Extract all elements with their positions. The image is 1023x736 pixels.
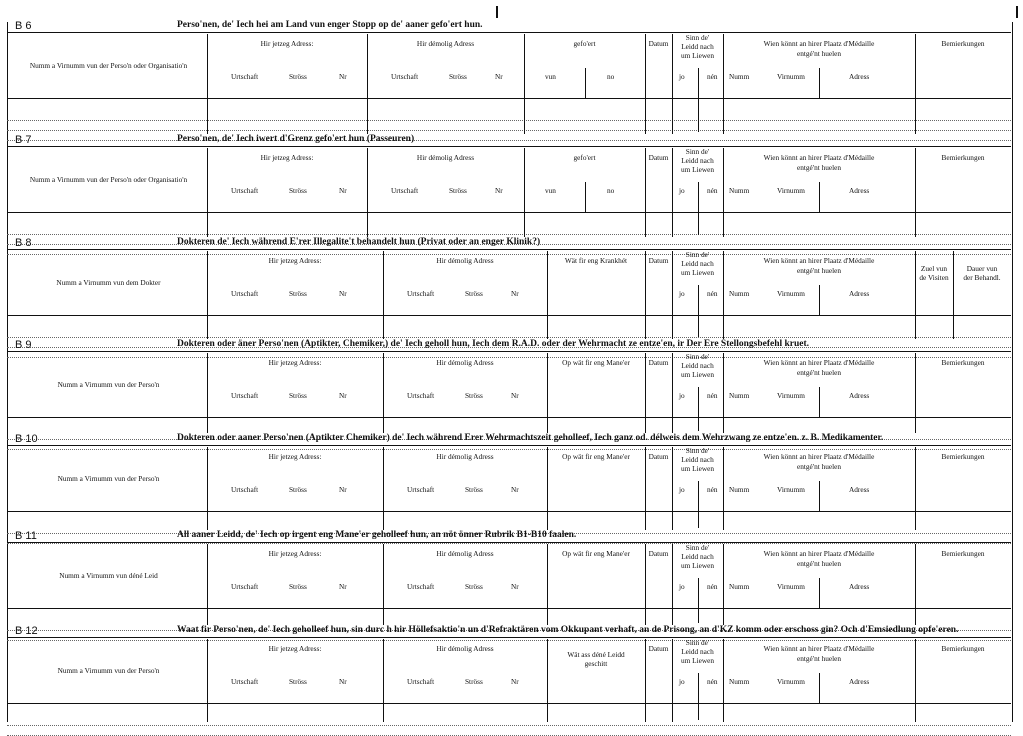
former-street-label: Ströss <box>449 72 467 81</box>
former-address-label: Hir démolig Adress <box>436 256 494 265</box>
current-street-label: Ströss <box>289 677 307 686</box>
victims-line2: Leidd nach <box>681 42 714 51</box>
method-label: Op wät fir eng Mane'er <box>562 452 630 461</box>
current-address-label: Hir jetzeg Adress: <box>268 358 322 367</box>
column-rule <box>698 68 699 132</box>
remarks-label: Bemierkungen <box>941 153 985 162</box>
yes-label: jo <box>679 186 685 195</box>
current-address-label: Hir jetzeg Adress: <box>260 153 314 162</box>
medal-recipient-line2: entgé'nt huelen <box>796 559 842 568</box>
former-locality-label: Urtschaft <box>407 289 435 298</box>
current-street-label: Ströss <box>289 582 307 591</box>
current-number-label: Nr <box>339 677 347 686</box>
victims-line3: um Liewen <box>680 268 715 277</box>
victims-line1: Sinn de' <box>685 250 710 259</box>
remarks-label: Bemierkungen <box>941 644 985 653</box>
section-top-rule <box>7 351 1011 352</box>
column-rule <box>367 34 368 134</box>
first-column-label: Numm a Virnumm vun dem Dokter <box>56 278 161 287</box>
column-rule <box>819 68 820 98</box>
date-label: Datum <box>648 644 669 653</box>
page-mark-right <box>1016 6 1018 18</box>
form-section-b6 <box>7 20 1011 134</box>
former-address-label: Hir démolig Adress <box>436 644 494 653</box>
visits-label-2: de Visiten <box>919 273 949 282</box>
current-locality-label: Urtschaft <box>231 582 259 591</box>
column-rule <box>819 387 820 417</box>
method-label: Op wät fir eng Mane'er <box>562 549 630 558</box>
yes-label: jo <box>679 582 685 591</box>
section-title: Perso'nen, de' Iech iwert d'Grenz gefo'ert hun (Passeuren) <box>177 134 415 144</box>
medal-recipient-line1: Wien könnt an hirer Plaatz d'Médaille <box>763 452 875 461</box>
date-label: Datum <box>648 153 669 162</box>
firstname-label: Virnumm <box>777 582 805 591</box>
column-rule <box>698 673 699 720</box>
firstname-label: Virnumm <box>777 677 805 686</box>
yes-label: jo <box>679 289 685 298</box>
name-label: Numm <box>729 485 750 494</box>
form-section-b8 <box>7 237 1011 339</box>
victims-line2: Leidd nach <box>681 259 714 268</box>
remarks-label: Bemierkungen <box>941 549 985 558</box>
visits-label-1: Zuel vun <box>920 264 948 273</box>
section-id: B 8 <box>15 237 32 249</box>
victims-line3: um Liewen <box>680 464 715 473</box>
current-street-label: Ströss <box>289 186 307 195</box>
section-id: B 11 <box>15 530 37 542</box>
former-locality-label: Urtschaft <box>391 186 419 195</box>
column-rule <box>698 481 699 528</box>
date-label: Datum <box>648 39 669 48</box>
remarks-label: Bemierkungen <box>941 358 985 367</box>
no-label: nén <box>707 391 718 400</box>
medal-recipient-line2: entgé'nt huelen <box>796 266 842 275</box>
firstname-label: Virnumm <box>777 391 805 400</box>
medal-recipient-line2: entgé'nt huelen <box>796 163 842 172</box>
victims-line1: Sinn de' <box>685 352 710 361</box>
current-locality-label: Urtschaft <box>231 72 259 81</box>
column-rule <box>819 481 820 511</box>
remarks-label: Bemierkungen <box>941 452 985 461</box>
current-street-label: Ströss <box>289 485 307 494</box>
victims-line2: Leidd nach <box>681 361 714 370</box>
section-id: B 9 <box>15 339 32 351</box>
column-rule <box>207 34 208 134</box>
method-label: Wät fir eng Krankhét <box>564 256 628 265</box>
firstname-label: Virnumm <box>777 72 805 81</box>
former-number-label: Nr <box>511 485 519 494</box>
section-id: B 10 <box>15 433 38 445</box>
column-rule <box>819 578 820 608</box>
duration-label-2: der Behandl. <box>963 273 1001 282</box>
section-title: Dokteren oder äner Perso'nen (Aptikter, Chemiker,) de' Iech geholl hun, Iech dem R.A.D. oder der Wehrmacht ze entze'en, ir Der Ere Stellongsbefehl kruet. <box>177 339 810 349</box>
current-locality-label: Urtschaft <box>231 391 259 400</box>
victims-line1: Sinn de' <box>685 33 710 42</box>
section-top-rule <box>7 32 1011 33</box>
former-locality-label: Urtschaft <box>407 391 435 400</box>
to-label: no <box>607 186 615 195</box>
former-street-label: Ströss <box>449 186 467 195</box>
method-label: Op wät fir eng Mane'er <box>562 358 630 367</box>
no-label: nén <box>707 289 718 298</box>
current-address-label: Hir jetzeg Adress: <box>268 452 322 461</box>
current-address-label: Hir jetzeg Adress: <box>268 256 322 265</box>
first-column-label: Numm a Virnumm vun der Perso'n oder Organisatio'n <box>29 175 188 184</box>
address-label: Adress <box>849 582 870 591</box>
victims-line3: um Liewen <box>680 51 715 60</box>
column-rule <box>524 34 525 134</box>
row-rule <box>7 608 1011 609</box>
medal-recipient-line1: Wien könnt an hirer Plaatz d'Médaille <box>763 256 875 265</box>
former-locality-label: Urtschaft <box>407 485 435 494</box>
section-title: Waat fir Perso'nen, de' Iech geholleef hun, sin durc h hir Höllefsaktio'n un d'Refraktären vom Okkupant verhaft, an de Prisong, an d'KZ komm oder erschoss gin? Och d'Emsiedlung opfe'eren. <box>177 625 959 635</box>
section-top-rule <box>7 249 1011 250</box>
yes-label: jo <box>679 391 685 400</box>
yes-label: jo <box>679 72 685 81</box>
victims-line1: Sinn de' <box>685 543 710 552</box>
no-label: nén <box>707 582 718 591</box>
page-mark-center <box>496 6 498 18</box>
medal-recipient-line2: entgé'nt huelen <box>796 49 842 58</box>
current-street-label: Ströss <box>289 391 307 400</box>
firstname-label: Virnumm <box>777 186 805 195</box>
victims-line3: um Liewen <box>680 656 715 665</box>
row-rule <box>7 703 1011 704</box>
column-rule <box>915 34 916 134</box>
current-number-label: Nr <box>339 72 347 81</box>
date-label: Datum <box>648 256 669 265</box>
section-title: All aaner Leidd, de' Iech op irgent eng Mane'er geholleef hun, an nöt önner Rubrik B1-B10 faalen. <box>177 530 577 540</box>
fill-line <box>7 120 1011 121</box>
column-rule <box>585 68 586 98</box>
what-happened-label: Wät ass déné Leidd <box>567 650 625 659</box>
row-rule <box>7 315 1011 316</box>
medal-recipient-line2: entgé'nt huelen <box>796 368 842 377</box>
victims-line2: Leidd nach <box>681 156 714 165</box>
victims-line1: Sinn de' <box>685 446 710 455</box>
no-label: nén <box>707 186 718 195</box>
address-label: Adress <box>849 677 870 686</box>
former-number-label: Nr <box>511 289 519 298</box>
fill-line <box>7 725 1011 726</box>
first-column-label: Numm a Virnumm vun déné Leid <box>59 571 158 580</box>
former-number-label: Nr <box>495 72 503 81</box>
form-section-b9 <box>7 339 1011 433</box>
current-locality-label: Urtschaft <box>231 289 259 298</box>
name-label: Numm <box>729 186 750 195</box>
current-address-label: Hir jetzeg Adress: <box>268 549 322 558</box>
former-street-label: Ströss <box>465 289 483 298</box>
conveyed-label: gefo'ert <box>573 39 596 48</box>
current-locality-label: Urtschaft <box>231 677 259 686</box>
first-column-label: Numm a Virnumm vun der Perso'n <box>57 474 160 483</box>
column-rule <box>819 182 820 212</box>
victims-line2: Leidd nach <box>681 455 714 464</box>
current-locality-label: Urtschaft <box>231 485 259 494</box>
current-number-label: Nr <box>339 485 347 494</box>
row-rule <box>7 511 1011 512</box>
address-label: Adress <box>849 289 870 298</box>
column-rule <box>819 285 820 315</box>
column-rule <box>698 182 699 235</box>
former-street-label: Ströss <box>465 677 483 686</box>
column-rule <box>698 578 699 623</box>
name-label: Numm <box>729 289 750 298</box>
section-title: Dokteren de' Iech während E'rer Illegalite't behandelt hun (Privat oder an enger Klinik?) <box>177 237 541 247</box>
current-address-label: Hir jetzeg Adress: <box>260 39 314 48</box>
former-locality-label: Urtschaft <box>407 677 435 686</box>
medal-recipient-line1: Wien könnt an hirer Plaatz d'Médaille <box>763 153 875 162</box>
name-label: Numm <box>729 72 750 81</box>
fill-line <box>7 234 1011 235</box>
row-rule <box>7 98 1011 99</box>
to-label: no <box>607 72 615 81</box>
address-label: Adress <box>849 186 870 195</box>
medal-recipient-line1: Wien könnt an hirer Plaatz d'Médaille <box>763 358 875 367</box>
fill-line <box>7 130 1011 131</box>
medal-recipient-line2: entgé'nt huelen <box>796 654 842 663</box>
current-street-label: Ströss <box>289 289 307 298</box>
current-number-label: Nr <box>339 582 347 591</box>
former-number-label: Nr <box>495 186 503 195</box>
section-top-rule <box>7 146 1011 147</box>
form-section-b10 <box>7 433 1011 530</box>
current-number-label: Nr <box>339 391 347 400</box>
name-label: Numm <box>729 391 750 400</box>
former-number-label: Nr <box>511 677 519 686</box>
former-street-label: Ströss <box>465 485 483 494</box>
section-title: Dokteren oder aaner Perso'nen (Aptikter Chemiker) de' Iech während Erer Wehrmachtszeit geholleef, Iech ganz od. délweis dem Wehrzwang ze entze'en. z. B. Medikamenter. <box>177 433 884 443</box>
name-label: Numm <box>729 677 750 686</box>
fill-line <box>7 337 1011 338</box>
row-rule <box>7 417 1011 418</box>
section-id: B 7 <box>15 134 32 146</box>
from-label: vun <box>545 72 556 81</box>
address-label: Adress <box>849 72 870 81</box>
section-id: B 12 <box>15 625 38 637</box>
first-column-label: Numm a Virnumm vun der Perso'n <box>57 666 160 675</box>
former-number-label: Nr <box>511 391 519 400</box>
medal-recipient-line1: Wien könnt an hirer Plaatz d'Médaille <box>763 644 875 653</box>
medal-recipient-line1: Wien könnt an hirer Plaatz d'Médaille <box>763 39 875 48</box>
current-address-label: Hir jetzeg Adress: <box>268 644 322 653</box>
conveyed-label: gefo'ert <box>573 153 596 162</box>
remarks-label: Bemierkungen <box>941 39 985 48</box>
former-number-label: Nr <box>511 582 519 591</box>
victims-line3: um Liewen <box>680 370 715 379</box>
victims-line2: Leidd nach <box>681 647 714 656</box>
firstname-label: Virnumm <box>777 485 805 494</box>
from-label: vun <box>545 186 556 195</box>
victims-line1: Sinn de' <box>685 638 710 647</box>
column-rule <box>819 673 820 703</box>
name-label: Numm <box>729 582 750 591</box>
column-rule <box>698 285 699 337</box>
first-column-label: Numm a Virnumm vun der Perso'n <box>57 380 160 389</box>
date-label: Datum <box>648 549 669 558</box>
current-locality-label: Urtschaft <box>231 186 259 195</box>
section-top-rule <box>7 445 1011 446</box>
date-label: Datum <box>648 452 669 461</box>
column-rule <box>585 182 586 212</box>
date-label: Datum <box>648 358 669 367</box>
address-label: Adress <box>849 485 870 494</box>
duration-label-1: Dauer vun <box>966 264 998 273</box>
firstname-label: Virnumm <box>777 289 805 298</box>
section-top-rule <box>7 637 1011 638</box>
section-top-rule <box>7 542 1011 543</box>
what-happened-label-2: geschitt <box>584 659 608 668</box>
current-number-label: Nr <box>339 289 347 298</box>
row-rule <box>7 212 1011 213</box>
yes-label: jo <box>679 677 685 686</box>
former-street-label: Ströss <box>465 582 483 591</box>
former-locality-label: Urtschaft <box>391 72 419 81</box>
no-label: nén <box>707 485 718 494</box>
section-id: B 6 <box>15 20 32 32</box>
form-section-b7 <box>7 134 1011 237</box>
former-address-label: Hir démolig Adress <box>416 153 475 162</box>
victims-line3: um Liewen <box>680 561 715 570</box>
victims-line1: Sinn de' <box>685 147 710 156</box>
current-street-label: Ströss <box>289 72 307 81</box>
former-address-label: Hir démolig Adress <box>436 452 494 461</box>
no-label: nén <box>707 72 718 81</box>
former-address-label: Hir démolig Adress <box>436 358 494 367</box>
current-number-label: Nr <box>339 186 347 195</box>
column-rule <box>698 387 699 431</box>
first-column-label: Numm a Virnumm vun der Perso'n oder Organisatio'n <box>29 61 188 70</box>
former-street-label: Ströss <box>465 391 483 400</box>
form-section-b11 <box>7 530 1011 625</box>
victims-line2: Leidd nach <box>681 552 714 561</box>
medal-recipient-line1: Wien könnt an hirer Plaatz d'Médaille <box>763 549 875 558</box>
medal-recipient-line2: entgé'nt huelen <box>796 462 842 471</box>
former-address-label: Hir démolig Adress <box>436 549 494 558</box>
victims-line3: um Liewen <box>680 165 715 174</box>
section-title: Perso'nen, de' Iech hei am Land vun enger Stopp op de' aaner gefo'ert hun. <box>177 20 483 30</box>
former-address-label: Hir démolig Adress <box>416 39 475 48</box>
column-rule <box>645 34 646 134</box>
form-section-b12 <box>7 625 1011 722</box>
address-label: Adress <box>849 391 870 400</box>
no-label: nén <box>707 677 718 686</box>
former-locality-label: Urtschaft <box>407 582 435 591</box>
yes-label: jo <box>679 485 685 494</box>
column-rule <box>723 34 724 134</box>
